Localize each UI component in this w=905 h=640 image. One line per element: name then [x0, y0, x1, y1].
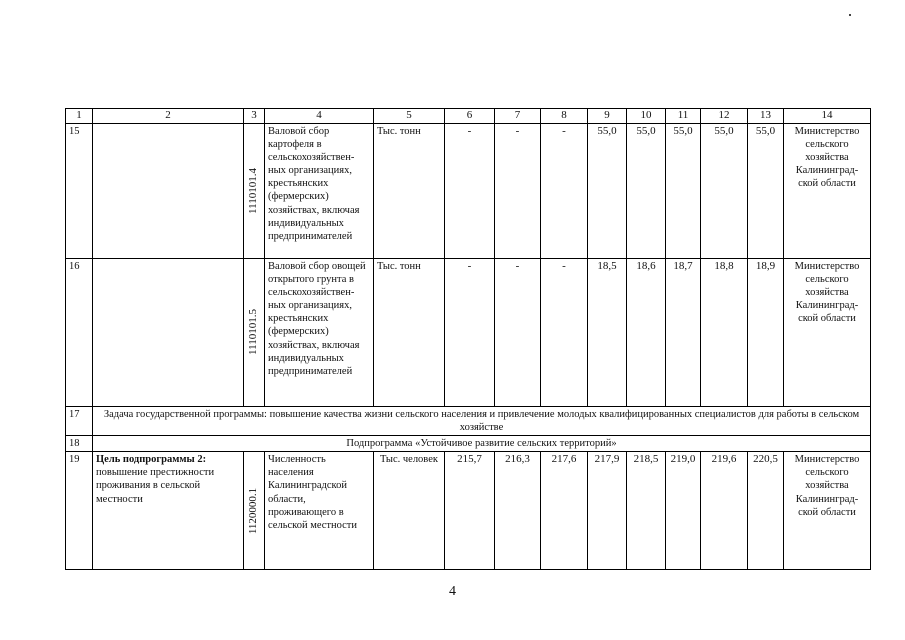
responsible-cell: Министерство сельского хозяйства Калининград-ской области — [784, 258, 871, 406]
speck-mark — [849, 14, 851, 16]
value-cell: 55,0 — [701, 123, 748, 258]
value-cell: 215,7 — [445, 452, 495, 570]
code-cell — [244, 258, 265, 406]
header-cell: 14 — [784, 109, 871, 124]
value-cell: 220,5 — [748, 452, 784, 570]
header-cell: 3 — [244, 109, 265, 124]
header-cell: 2 — [93, 109, 244, 124]
value-cell: 55,0 — [666, 123, 701, 258]
value-cell: 217,9 — [588, 452, 627, 570]
indicator-code: 1110101.5 — [247, 309, 260, 356]
table-row — [66, 123, 871, 258]
value-cell: 55,0 — [627, 123, 666, 258]
value-cell: 55,0 — [588, 123, 627, 258]
value-cell: 18,7 — [666, 258, 701, 406]
header-cell: 8 — [541, 109, 588, 124]
program-task: Задача государственной программы: повышение качества жизни сельского населения и привлечение молодых квалифицированных специалистов для работы в сельском хозяйстве — [93, 406, 871, 435]
value-cell: - — [495, 123, 541, 258]
value-cell: 18,5 — [588, 258, 627, 406]
header-cell: 5 — [374, 109, 445, 124]
value-cell: 219,6 — [701, 452, 748, 570]
header-cell: 11 — [666, 109, 701, 124]
header-cell: 9 — [588, 109, 627, 124]
header-cell: 4 — [265, 109, 374, 124]
indicator-code: 1120000.1 — [247, 487, 260, 534]
value-cell: 217,6 — [541, 452, 588, 570]
row-number: 15 — [66, 123, 93, 258]
table-row — [66, 258, 871, 406]
header-row — [66, 109, 871, 124]
value-cell: - — [541, 258, 588, 406]
value-cell: 218,5 — [627, 452, 666, 570]
subprogram-goal: Цель подпрограммы 2: повышение престижности проживания в сельской местности — [96, 454, 215, 505]
responsible-cell: Министерство сельского хозяйства Калининград-ской области — [784, 123, 871, 258]
value-cell: 55,0 — [748, 123, 784, 258]
value-cell: 219,0 — [666, 452, 701, 570]
page-number: 4 — [449, 584, 456, 599]
unit-cell: Тыс. человек — [374, 452, 445, 570]
goal-cell — [93, 123, 244, 258]
row-number: 17 — [66, 406, 93, 435]
value-cell: 18,8 — [701, 258, 748, 406]
indicator-code: 1110101.4 — [247, 167, 260, 214]
unit-cell: Тыс. тонн — [374, 258, 445, 406]
row-number: 16 — [66, 258, 93, 406]
header-cell: 12 — [701, 109, 748, 124]
table-row-subprogram — [66, 436, 871, 452]
goal-cell — [93, 258, 244, 406]
row-number: 18 — [66, 436, 93, 452]
value-cell: 18,9 — [748, 258, 784, 406]
code-cell — [244, 123, 265, 258]
code-cell — [244, 452, 265, 570]
indicators-table — [65, 108, 871, 570]
table-row — [66, 452, 871, 570]
value-cell: - — [495, 258, 541, 406]
unit-cell: Тыс. тонн — [374, 123, 445, 258]
indicator-name: Валовой сбор овощей открытого грунта в сельскохозяйствен-ных организациях, крестьянских (фермерских) хозяйствах, включая индивидуальных предпринимателей — [265, 258, 374, 406]
value-cell: - — [445, 123, 495, 258]
goal-cell — [93, 452, 244, 570]
header-cell: 13 — [748, 109, 784, 124]
value-cell: - — [541, 123, 588, 258]
header-cell: 1 — [66, 109, 93, 124]
value-cell: - — [445, 258, 495, 406]
subprogram-title: Подпрограмма «Устойчивое развитие сельских территорий» — [93, 436, 871, 452]
value-cell: 216,3 — [495, 452, 541, 570]
value-cell: 18,6 — [627, 258, 666, 406]
indicator-name: Численность населения Калининградской области, проживающего в сельской местности — [265, 452, 374, 570]
header-cell: 6 — [445, 109, 495, 124]
indicator-name: Валовой сбор картофеля в сельскохозяйствен-ных организациях, крестьянских (фермерских) хозяйствах, включая индивидуальных предпринимателей — [265, 123, 374, 258]
header-cell: 10 — [627, 109, 666, 124]
header-cell: 7 — [495, 109, 541, 124]
table-row-task — [66, 406, 871, 435]
responsible-cell: Министерство сельского хозяйства Калининград-ской области — [784, 452, 871, 570]
row-number: 19 — [66, 452, 93, 570]
